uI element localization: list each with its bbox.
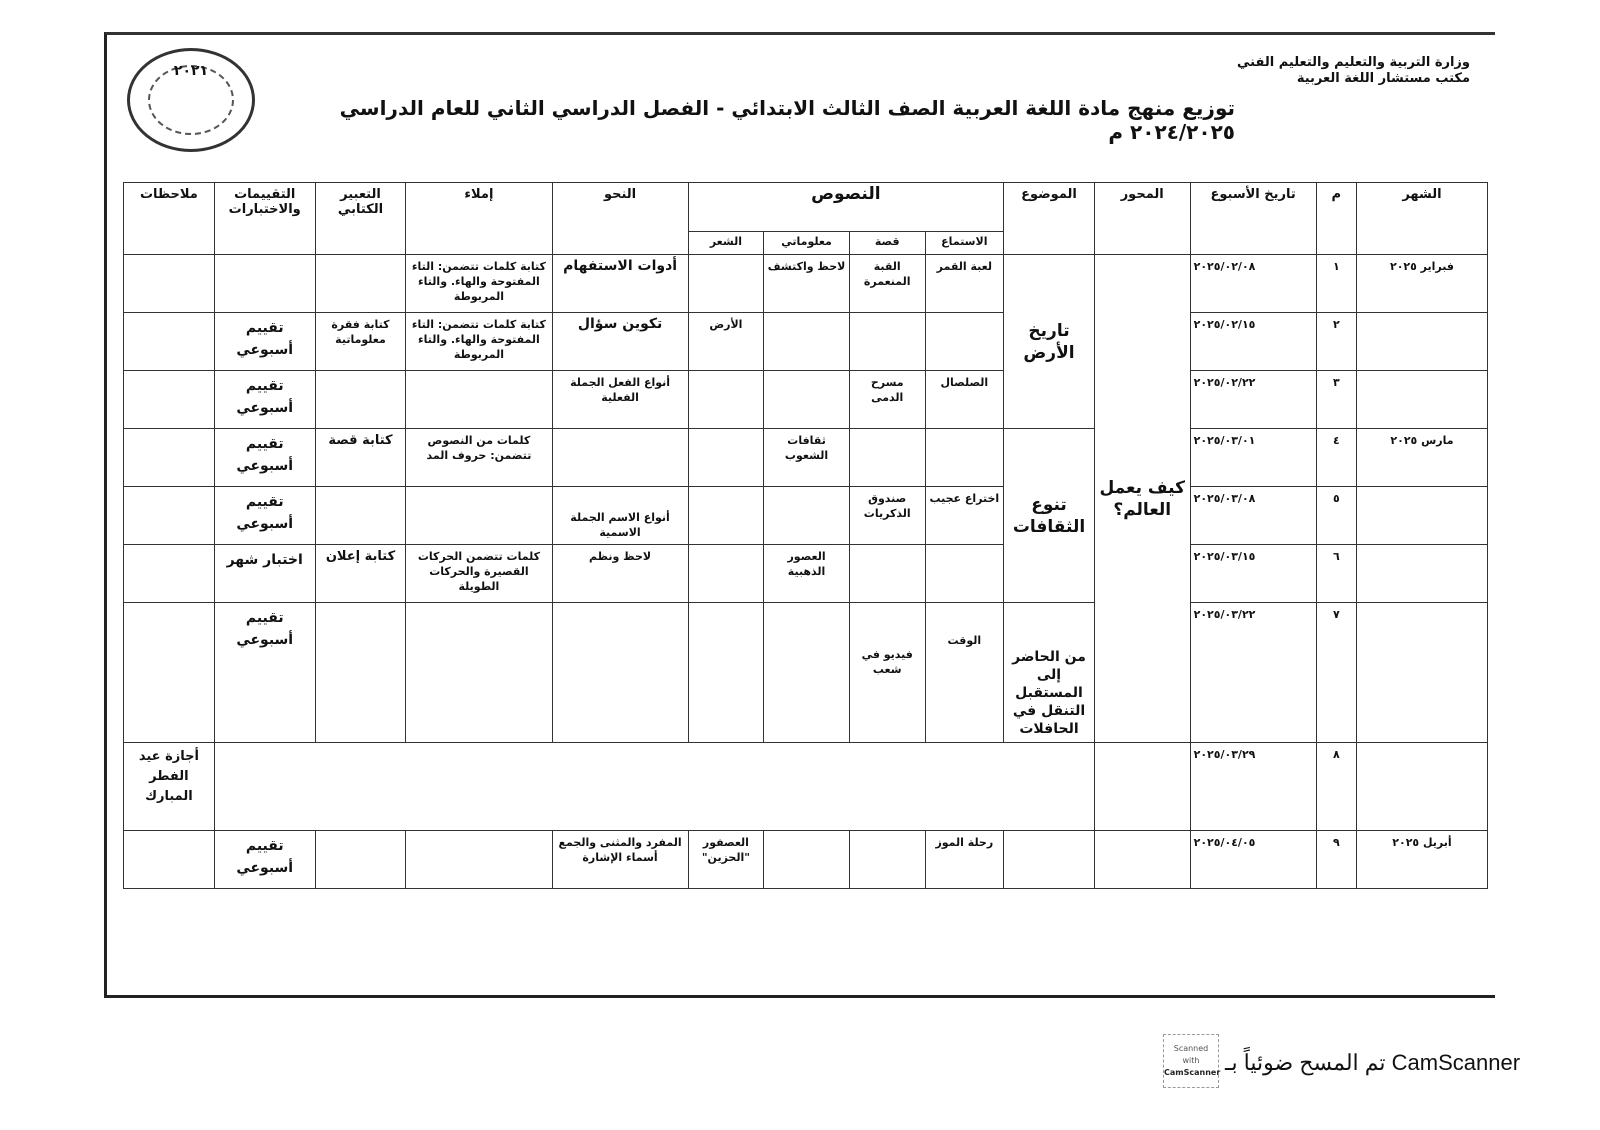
cell-assessment: تقييم أسبوعي (214, 487, 315, 545)
cell-num: ٢ (1316, 313, 1356, 371)
cell-date: ٢٠٢٥/٠٣/٠١ (1190, 429, 1316, 487)
cell-listening (925, 313, 1004, 371)
cell-poetry (688, 545, 764, 603)
cell-num: ٩ (1316, 831, 1356, 889)
cell-axis-empty (1094, 831, 1190, 889)
cell-date: ٢٠٢٥/٠٢/١٥ (1190, 313, 1316, 371)
cell-axis-empty (1094, 743, 1190, 831)
cell-notes (124, 487, 215, 545)
badge-line-2: CamScanner (1164, 1068, 1221, 1077)
cell-informational: العصور الذهبية (764, 545, 850, 603)
cell-topic: تاريخ الأرض (1004, 255, 1095, 429)
cell-notes (124, 831, 215, 889)
col-listening: الاستماع (925, 232, 1004, 255)
col-grammar: النحو (552, 183, 688, 255)
cell-informational (764, 603, 850, 743)
camscanner-watermark: CamScanner تم المسح ضوئياً بـ (1225, 1050, 1521, 1075)
cell-grammar: لاحظ ونظم (552, 545, 688, 603)
cell-dictation: كلمات من النصوص تتضمن: حروف المد (406, 429, 552, 487)
cell-notes (124, 545, 215, 603)
cell-informational (764, 313, 850, 371)
cell-dictation (406, 603, 552, 743)
col-poetry: الشعر (688, 232, 764, 255)
cell-writing (315, 255, 406, 313)
cell-grammar: المفرد والمثنى والجمع أسماء الإشارة (552, 831, 688, 889)
cell-date: ٢٠٢٥/٠٣/٢٩ (1190, 743, 1316, 831)
cell-writing (315, 603, 406, 743)
cell-informational (764, 487, 850, 545)
col-num: م (1316, 183, 1356, 255)
cell-date: ٢٠٢٥/٠٢/٠٨ (1190, 255, 1316, 313)
cell-assessment: تقييم أسبوعي (214, 603, 315, 743)
cell-topic: من الحاضر إلى المستقبل التنقل في الحافلات (1004, 603, 1095, 743)
cell-dictation: كتابة كلمات تتضمن: التاء المفتوحة والهاء. والتاء المربوطة (406, 255, 552, 313)
cell-grammar (552, 429, 688, 487)
cell-grammar: أنواع الفعل الجملة الفعلية (552, 371, 688, 429)
document-title: توزيع منهج مادة اللغة العربية الصف الثالث الابتدائي - الفصل الدراسي الثاني للعام الدراسي ٢٠٢٤/٢٠٢٥ م (339, 96, 1235, 144)
table-row (124, 487, 1488, 545)
cell-listening: الصلصال (925, 371, 1004, 429)
cell-dictation (406, 371, 552, 429)
cell-date: ٢٠٢٥/٠٣/٠٨ (1190, 487, 1316, 545)
cell-assessment: تقييم أسبوعي (214, 831, 315, 889)
cell-writing: كتابة فقرة معلوماتية (315, 313, 406, 371)
col-informational: معلوماتي (764, 232, 850, 255)
badge-line-1: Scanned with (1173, 1044, 1209, 1065)
cell-poetry (688, 487, 764, 545)
cell-story: فيديو في شعب (849, 603, 925, 743)
col-assessments: التقييمات والاختبارات (214, 183, 315, 255)
cell-month (1356, 603, 1487, 743)
cell-story (849, 429, 925, 487)
table-row-holiday (124, 743, 1488, 831)
cell-dictation (406, 831, 552, 889)
cell-month: مارس ٢٠٢٥ (1356, 429, 1487, 487)
cell-story: صندوق الذكريات (849, 487, 925, 545)
col-month: الشهر (1356, 183, 1487, 255)
cell-writing (315, 487, 406, 545)
cell-num: ٨ (1316, 743, 1356, 831)
cell-num: ١ (1316, 255, 1356, 313)
cell-month: أبريل ٢٠٢٥ (1356, 831, 1487, 889)
col-texts: النصوص (688, 183, 1004, 232)
cell-listening (925, 429, 1004, 487)
cell-dictation: كلمات تتضمن الحركات القصيرة والحركات الطويلة (406, 545, 552, 603)
ministry-header (1237, 55, 1470, 87)
cell-date: ٢٠٢٥/٠٤/٠٥ (1190, 831, 1316, 889)
col-notes: ملاحظات (124, 183, 215, 255)
cell-story: القبة المنعمرة (849, 255, 925, 313)
cell-listening (925, 545, 1004, 603)
cell-topic (1004, 831, 1095, 889)
col-week-date: تاريخ الأسبوع (1190, 183, 1316, 255)
col-writing: التعبير الكتابي (315, 183, 406, 255)
cell-holiday-span (214, 743, 1094, 831)
cell-writing (315, 831, 406, 889)
cell-informational (764, 831, 850, 889)
cell-poetry: الأرض (688, 313, 764, 371)
cell-num: ٦ (1316, 545, 1356, 603)
cell-date: ٢٠٢٥/٠٣/٢٢ (1190, 603, 1316, 743)
col-story: قصة (849, 232, 925, 255)
cell-poetry (688, 371, 764, 429)
cell-notes (124, 603, 215, 743)
col-topic: الموضوع (1004, 183, 1095, 255)
cell-listening: لعبة القمر (925, 255, 1004, 313)
curriculum-table (123, 182, 1488, 889)
cell-listening: الوقت (925, 603, 1004, 743)
cell-dictation: كتابة كلمات تتضمن: التاء المفتوحة والهاء. والتاء المربوطة (406, 313, 552, 371)
cell-poetry (688, 429, 764, 487)
cell-story (849, 313, 925, 371)
cell-assessment: تقييم أسبوعي (214, 429, 315, 487)
cell-informational (764, 371, 850, 429)
cell-assessment: تقييم أسبوعي (214, 313, 315, 371)
cell-grammar: تكوين سؤال (552, 313, 688, 371)
cell-notes (124, 429, 215, 487)
cell-num: ٣ (1316, 371, 1356, 429)
cell-poetry (688, 255, 764, 313)
table-row (124, 255, 1488, 313)
cell-month (1356, 371, 1487, 429)
cell-poetry: العصفور "الحزين" (688, 831, 764, 889)
cell-month: فبراير ٢٠٢٥ (1356, 255, 1487, 313)
cell-grammar: أنواع الاسم الجملة الاسمية (552, 487, 688, 545)
cell-listening: اختراع عجيب (925, 487, 1004, 545)
cell-poetry (688, 603, 764, 743)
cell-grammar: أدوات الاستفهام (552, 255, 688, 313)
cell-writing (315, 371, 406, 429)
camscanner-badge (1163, 1034, 1219, 1088)
cell-assessment: اختبار شهر (214, 545, 315, 603)
col-dictation: إملاء (406, 183, 552, 255)
cell-assessment: تقييم أسبوعي (214, 371, 315, 429)
cell-listening: رحلة الموز (925, 831, 1004, 889)
cell-month (1356, 545, 1487, 603)
cell-informational: لاحظ واكتشف (764, 255, 850, 313)
seal-mark: ٢٠٢١ (173, 63, 209, 79)
cell-month (1356, 487, 1487, 545)
cell-date: ٢٠٢٥/٠٢/٢٢ (1190, 371, 1316, 429)
header-row (124, 183, 1488, 232)
cell-story (849, 831, 925, 889)
table-row (124, 603, 1488, 743)
cell-axis: كيف يعمل العالم؟ (1094, 255, 1190, 743)
cell-num: ٥ (1316, 487, 1356, 545)
table-row (124, 313, 1488, 371)
cell-dictation (406, 487, 552, 545)
cell-notes: أجازة عيد الفطر المبارك (124, 743, 215, 831)
cell-num: ٧ (1316, 603, 1356, 743)
ministry-seal-logo (127, 48, 255, 152)
ministry-line-2: مكتب مستشار اللغة العربية (1296, 71, 1470, 86)
col-axis: المحور (1094, 183, 1190, 255)
table-row (124, 545, 1488, 603)
cell-grammar (552, 603, 688, 743)
cell-writing: كتابة قصة (315, 429, 406, 487)
cell-date: ٢٠٢٥/٠٣/١٥ (1190, 545, 1316, 603)
cell-num: ٤ (1316, 429, 1356, 487)
cell-notes (124, 313, 215, 371)
cell-notes (124, 255, 215, 313)
table-row (124, 831, 1488, 889)
cell-topic: تنوع الثقافات (1004, 429, 1095, 603)
table-row (124, 429, 1488, 487)
cell-informational: ثقافات الشعوب (764, 429, 850, 487)
cell-writing: كتابة إعلان (315, 545, 406, 603)
cell-month (1356, 313, 1487, 371)
ministry-line-1: وزارة التربية والتعليم والتعليم الفني (1237, 55, 1470, 70)
cell-notes (124, 371, 215, 429)
cell-story (849, 545, 925, 603)
cell-month (1356, 743, 1487, 831)
cell-story: مسرح الدمى (849, 371, 925, 429)
table-row (124, 371, 1488, 429)
cell-assessment (214, 255, 315, 313)
